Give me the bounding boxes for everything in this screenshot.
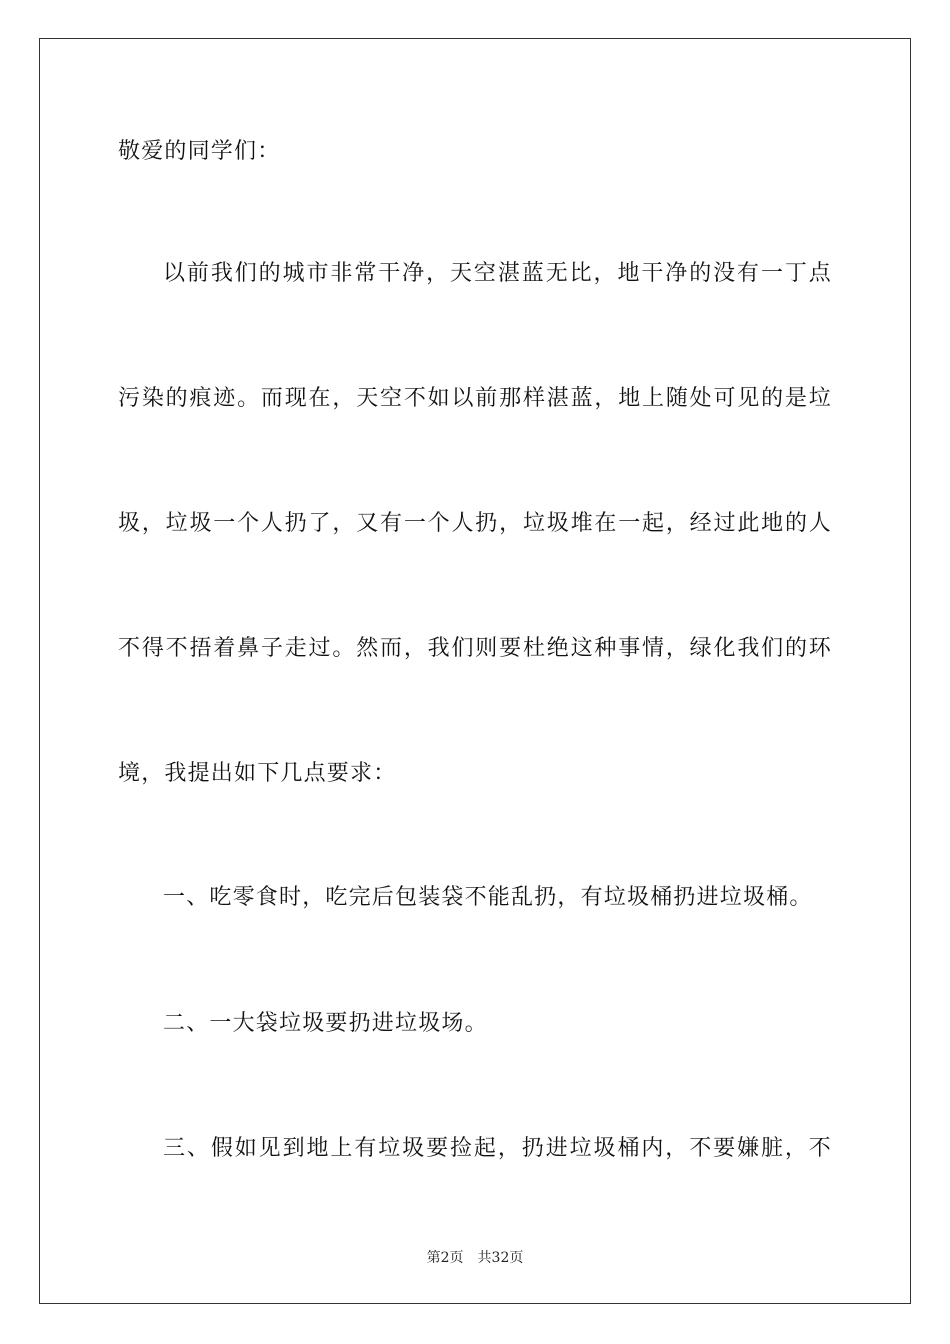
list-item-2: 二、一大袋垃圾要扔进垃圾场。 bbox=[163, 1011, 488, 1036]
list-item-1: 一、吃零食时，吃完后包装袋不能乱扔，有垃圾桶扔进垃圾桶。 bbox=[163, 885, 813, 910]
paragraph-line-2: 污染的痕迹。而现在，天空不如以前那样湛蓝，地上随处可见的是垃 bbox=[118, 386, 832, 411]
list-item-3: 三、假如见到地上有垃圾要捡起，扔进垃圾桶内，不要嫌脏，不 bbox=[163, 1136, 832, 1161]
page-border bbox=[39, 38, 911, 1304]
page-number: 第2页 bbox=[426, 1250, 464, 1266]
paragraph-line-4: 不得不捂着鼻子走过。然而，我们则要杜绝这种事情，绿化我们的环 bbox=[118, 636, 832, 661]
paragraph-line-3: 圾，垃圾一个人扔了，又有一个人扔，垃圾堆在一起，经过此地的人 bbox=[118, 511, 832, 536]
salutation: 敬爱的同学们： bbox=[118, 139, 281, 164]
page-total: 共32页 bbox=[477, 1250, 524, 1266]
page-footer bbox=[0, 1248, 950, 1268]
paragraph-line-5: 境，我提出如下几点要求： bbox=[118, 761, 397, 786]
paragraph-line-1: 以前我们的城市非常干净，天空湛蓝无比，地干净的没有一丁点 bbox=[163, 261, 832, 286]
